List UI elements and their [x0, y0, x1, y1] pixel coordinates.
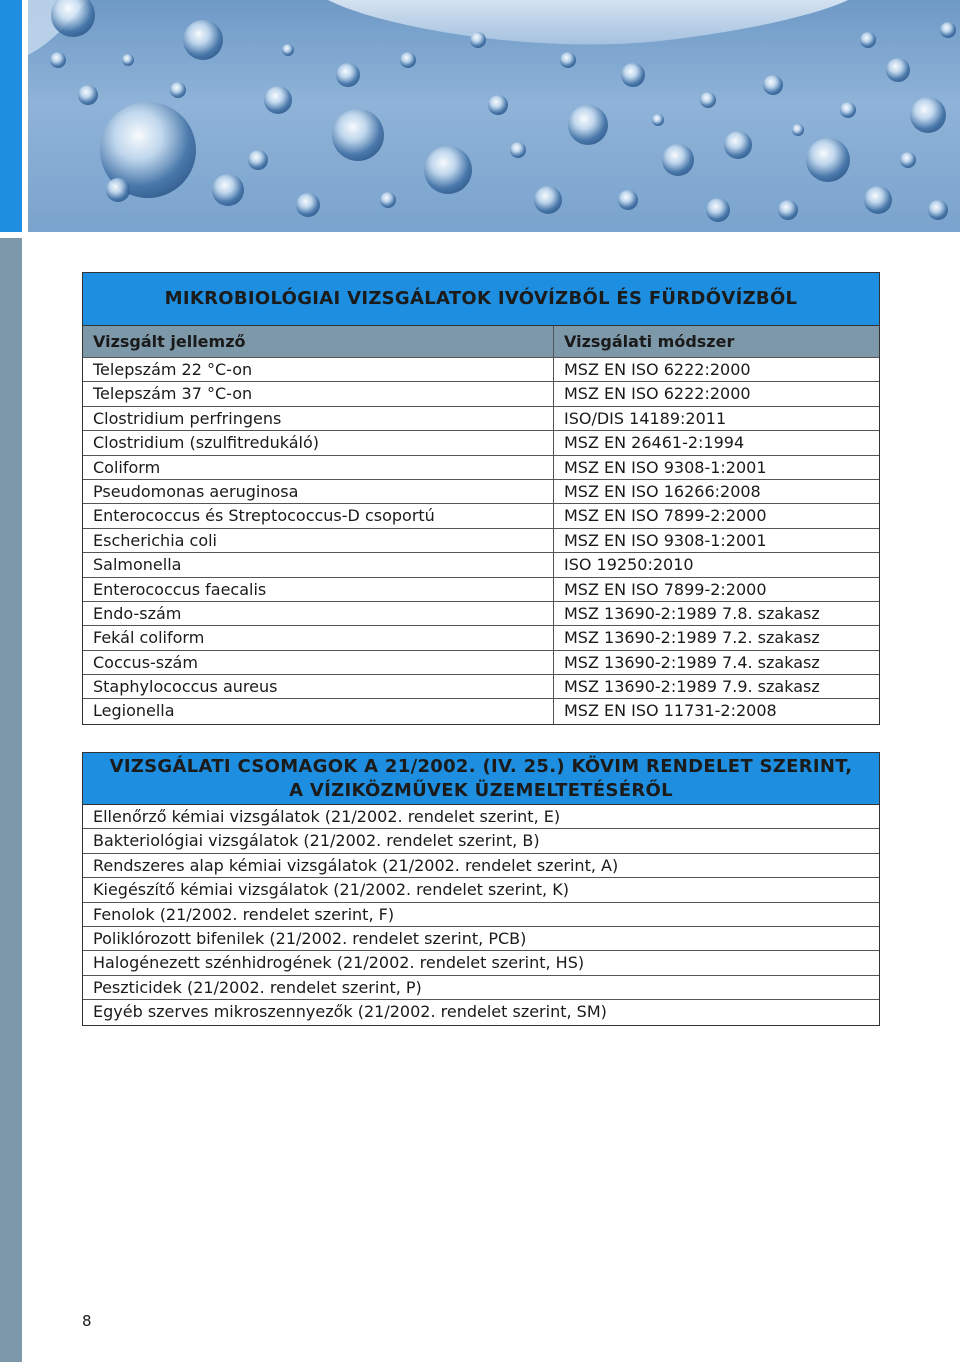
water-drop — [170, 82, 186, 98]
water-drop — [534, 186, 562, 214]
table-row — [83, 805, 879, 829]
parameter-cell: Escherichia coli — [83, 529, 554, 552]
parameter-cell: Coliform — [83, 456, 554, 479]
water-drop — [886, 58, 910, 82]
parameter-cell: Clostridium (szulfitredukáló) — [83, 431, 554, 454]
water-drop — [510, 142, 526, 158]
water-drop — [264, 86, 292, 114]
water-drop — [724, 131, 752, 159]
method-cell: MSZ EN ISO 11731-2:2008 — [564, 701, 777, 721]
table-row — [83, 456, 879, 480]
package-cell: Egyéb szerves mikroszennyezők (21/2002. rendelet szerint, SM) — [93, 1002, 607, 1022]
water-drop — [248, 150, 268, 170]
table-row — [83, 927, 879, 951]
parameter-cell: Endo-szám — [83, 602, 554, 625]
water-drop — [488, 95, 508, 115]
test-packages-title-line1: VIZSGÁLATI CSOMAGOK A 21/2002. (IV. 25.) KÖVIM RENDELET SZERINT, — [109, 756, 853, 777]
method-cell: MSZ EN ISO 6222:2000 — [564, 360, 751, 379]
package-cell: Bakteriológiai vizsgálatok (21/2002. rendelet szerint, B) — [93, 831, 540, 851]
table-row — [83, 878, 879, 902]
water-drop — [470, 32, 486, 48]
test-packages-table — [82, 752, 880, 1026]
table-row — [83, 553, 879, 577]
table-row — [83, 602, 879, 626]
water-drop — [778, 200, 798, 220]
package-cell: Ellenőrző kémiai vizsgálatok (21/2002. rendelet szerint, E) — [93, 807, 561, 826]
parameter-cell: Salmonella — [83, 553, 554, 576]
left-accent-stripe-blue — [0, 0, 22, 232]
water-drop — [618, 190, 638, 210]
microbiology-table-title: MIKROBIOLÓGIAI VIZSGÁLATOK IVÓVÍZBŐL ÉS FÜRDŐVÍZBŐL — [83, 273, 879, 326]
water-drop — [282, 44, 294, 56]
table-row — [83, 903, 879, 927]
method-cell: MSZ EN ISO 7899-2:2000 — [564, 579, 767, 599]
parameter-cell: Enterococcus és Streptococcus-D csoportú — [83, 504, 554, 527]
table-row — [83, 431, 879, 455]
parameter-cell: Telepszám 22 °C-on — [83, 358, 554, 381]
water-drop — [706, 198, 730, 222]
water-drop — [806, 138, 850, 182]
water-drop — [50, 52, 66, 68]
table-row — [83, 651, 879, 675]
package-cell: Rendszeres alap kémiai vizsgálatok (21/2002. rendelet szerint, A) — [93, 855, 619, 875]
table-row — [83, 829, 879, 853]
method-cell: MSZ EN ISO 9308-1:2001 — [564, 530, 767, 550]
table-row — [83, 382, 879, 406]
table-row — [83, 358, 879, 382]
method-cell: MSZ 13690-2:1989 7.9. szakasz — [564, 677, 820, 697]
table-row — [83, 675, 879, 699]
water-drop — [332, 109, 384, 161]
water-drop — [763, 75, 783, 95]
column-header-parameter: Vizsgált jellemző — [83, 326, 554, 357]
water-drop — [621, 63, 645, 87]
water-drop — [900, 152, 916, 168]
method-cell: MSZ EN ISO 16266:2008 — [564, 481, 761, 501]
table-row — [83, 626, 879, 650]
table-row — [83, 699, 879, 723]
parameter-cell: Telepszám 37 °C-on — [83, 382, 554, 405]
test-packages-title-line2: A VÍZIKÖZMŰVEK ÜZEMELTETÉSÉRŐL — [289, 780, 673, 801]
water-drop — [106, 178, 130, 202]
parameter-cell: Legionella — [83, 699, 554, 723]
water-drops-header-image — [28, 0, 960, 232]
method-cell: MSZ EN 26461-2:1994 — [564, 433, 745, 453]
package-cell: Poliklórozott bifenilek (21/2002. rendelet szerint, PCB) — [93, 928, 527, 948]
water-drop — [652, 114, 664, 126]
water-drops-illustration — [28, 0, 960, 232]
water-drop — [183, 20, 223, 60]
water-drop — [940, 22, 956, 38]
parameter-cell: Pseudomonas aeruginosa — [83, 480, 554, 503]
table-row — [83, 578, 879, 602]
table-row — [83, 1000, 879, 1024]
table-row — [83, 407, 879, 431]
package-cell: Halogénezett szénhidrogének (21/2002. rendelet szerint, HS) — [93, 953, 585, 973]
water-drop — [122, 54, 134, 66]
water-drop — [910, 97, 946, 133]
water-drop — [424, 146, 472, 194]
water-drop — [928, 200, 948, 220]
method-cell: MSZ 13690-2:1989 7.4. szakasz — [564, 652, 820, 672]
water-drop — [792, 124, 804, 136]
water-drop — [568, 105, 608, 145]
method-cell: ISO/DIS 14189:2011 — [564, 408, 727, 428]
page-number: 8 — [82, 1312, 92, 1330]
method-cell: MSZ EN ISO 6222:2000 — [564, 384, 751, 404]
water-drop — [840, 102, 856, 118]
water-drop — [212, 174, 244, 206]
water-drop — [380, 192, 396, 208]
table-row — [83, 951, 879, 975]
package-cell: Fenolok (21/2002. rendelet szerint, F) — [93, 904, 395, 924]
method-cell: MSZ 13690-2:1989 7.2. szakasz — [564, 628, 820, 648]
parameter-cell: Clostridium perfringens — [83, 407, 554, 430]
test-packages-table-title — [83, 753, 879, 805]
package-cell: Kiegészítő kémiai vizsgálatok (21/2002. rendelet szerint, K) — [93, 880, 569, 900]
parameter-cell: Coccus-szám — [83, 651, 554, 674]
package-cell: Peszticidek (21/2002. rendelet szerint, P) — [93, 977, 422, 997]
table-row — [83, 504, 879, 528]
parameter-cell: Staphylococcus aureus — [83, 675, 554, 698]
column-header-method: Vizsgálati módszer — [564, 332, 735, 351]
parameter-cell: Enterococcus faecalis — [83, 578, 554, 601]
table-row — [83, 976, 879, 1000]
table-row — [83, 480, 879, 504]
water-drop — [662, 144, 694, 176]
method-cell: MSZ EN ISO 7899-2:2000 — [564, 506, 767, 526]
water-drop — [296, 193, 320, 217]
method-cell: ISO 19250:2010 — [564, 555, 694, 575]
water-drop — [560, 52, 576, 68]
water-drop — [336, 63, 360, 87]
method-cell: MSZ EN ISO 9308-1:2001 — [564, 457, 767, 477]
water-drop — [78, 85, 98, 105]
water-drop — [700, 92, 716, 108]
parameter-cell: Fekál coliform — [83, 626, 554, 649]
table-row — [83, 854, 879, 878]
method-cell: MSZ 13690-2:1989 7.8. szakasz — [564, 603, 820, 623]
microbiology-table — [82, 272, 880, 725]
left-accent-stripe-gray — [0, 238, 22, 1362]
water-drop — [864, 186, 892, 214]
table-row — [83, 529, 879, 553]
microbiology-table-header-row — [83, 326, 879, 358]
water-drop — [400, 52, 416, 68]
water-drop — [860, 32, 876, 48]
